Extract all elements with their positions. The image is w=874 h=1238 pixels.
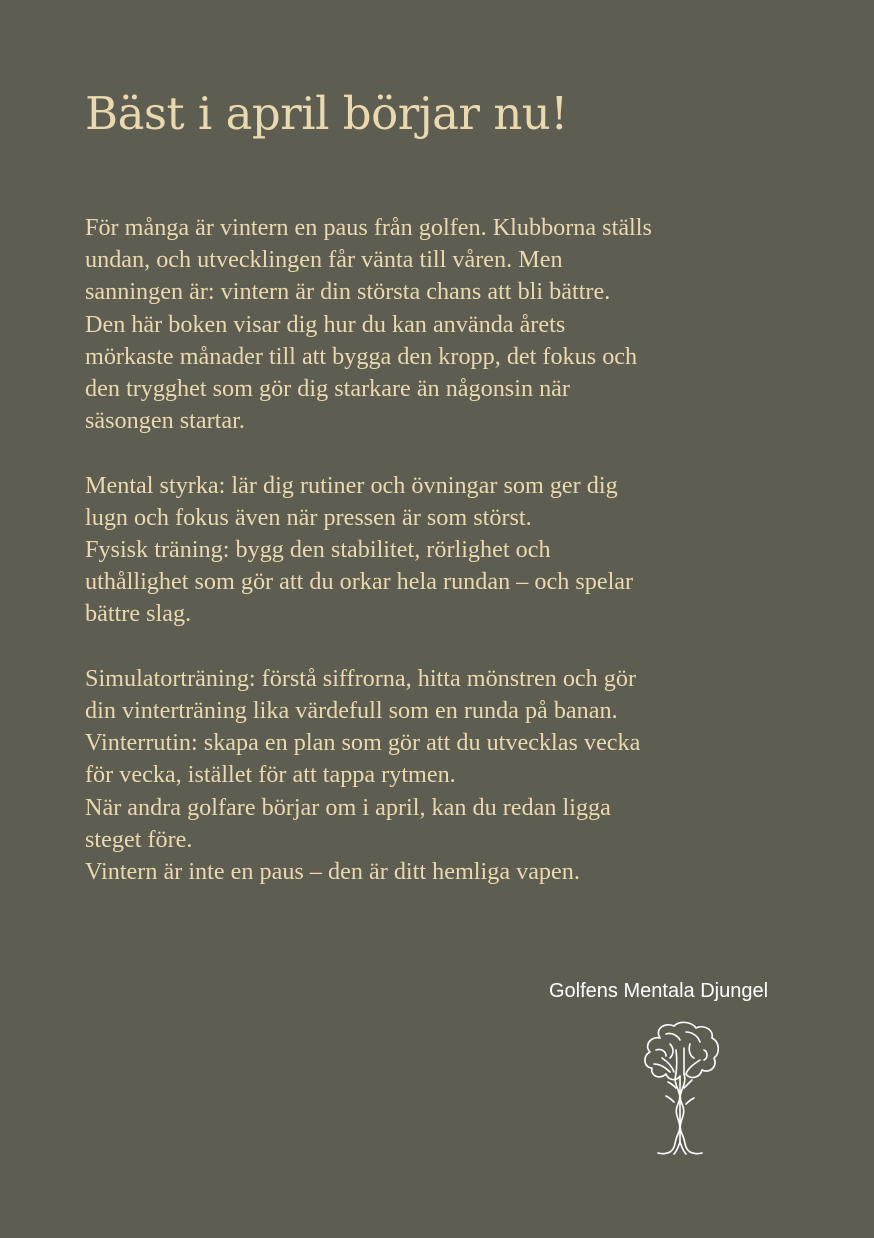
brand-name: Golfens Mentala Djungel bbox=[549, 980, 769, 1002]
paragraph-intro bbox=[85, 212, 805, 437]
text-line: Mental styrka: lär dig rutiner och övningar som ger dig bbox=[85, 471, 618, 499]
text-line: bättre slag. bbox=[85, 600, 192, 628]
text-line: För många är vintern en paus från golfen. Klubborna ställs bbox=[85, 214, 652, 241]
page-title: Bäst i april börjar nu! bbox=[85, 87, 568, 140]
text-line: din vinterträning lika värdefull som en runda på banan. bbox=[85, 697, 618, 725]
text-line: steget före. bbox=[85, 825, 193, 853]
text-line: för vecka, istället för att tappa rytmen. bbox=[85, 761, 456, 789]
text-line: sanningen är: vintern är din största chans att bli bättre. bbox=[85, 278, 611, 306]
text-line: mörkaste månader till att bygga den kropp, det fokus och bbox=[85, 342, 638, 370]
text-line: lugn och fokus även när pressen är som störst. bbox=[85, 503, 532, 531]
text-line: Den här boken visar dig hur du kan använda årets bbox=[85, 310, 566, 338]
text-line: uthållighet som gör att du orkar hela rundan – och spelar bbox=[85, 568, 634, 596]
text-line: Simulatorträning: förstå siffrorna, hitta mönstren och gör bbox=[85, 664, 637, 692]
text-line: undan, och utvecklingen får vänta till våren. Men bbox=[85, 246, 563, 274]
paragraph-mental-physical bbox=[85, 470, 805, 631]
text-line: den trygghet som gör dig starkare än någonsin när bbox=[85, 375, 570, 403]
text-line: Vinterrutin: skapa en plan som gör att du utvecklas vecka bbox=[85, 729, 641, 757]
text-line: Vintern är inte en paus – den är ditt hemliga vapen. bbox=[85, 858, 580, 886]
paragraph-simulator-routine bbox=[85, 663, 805, 888]
blurb-text bbox=[85, 212, 805, 888]
tree-icon bbox=[630, 1020, 725, 1156]
text-line: Fysisk träning: bygg den stabilitet, rörlighet och bbox=[85, 536, 551, 564]
text-line: säsongen startar. bbox=[85, 407, 245, 435]
text-line: När andra golfare börjar om i april, kan du redan ligga bbox=[85, 793, 611, 821]
